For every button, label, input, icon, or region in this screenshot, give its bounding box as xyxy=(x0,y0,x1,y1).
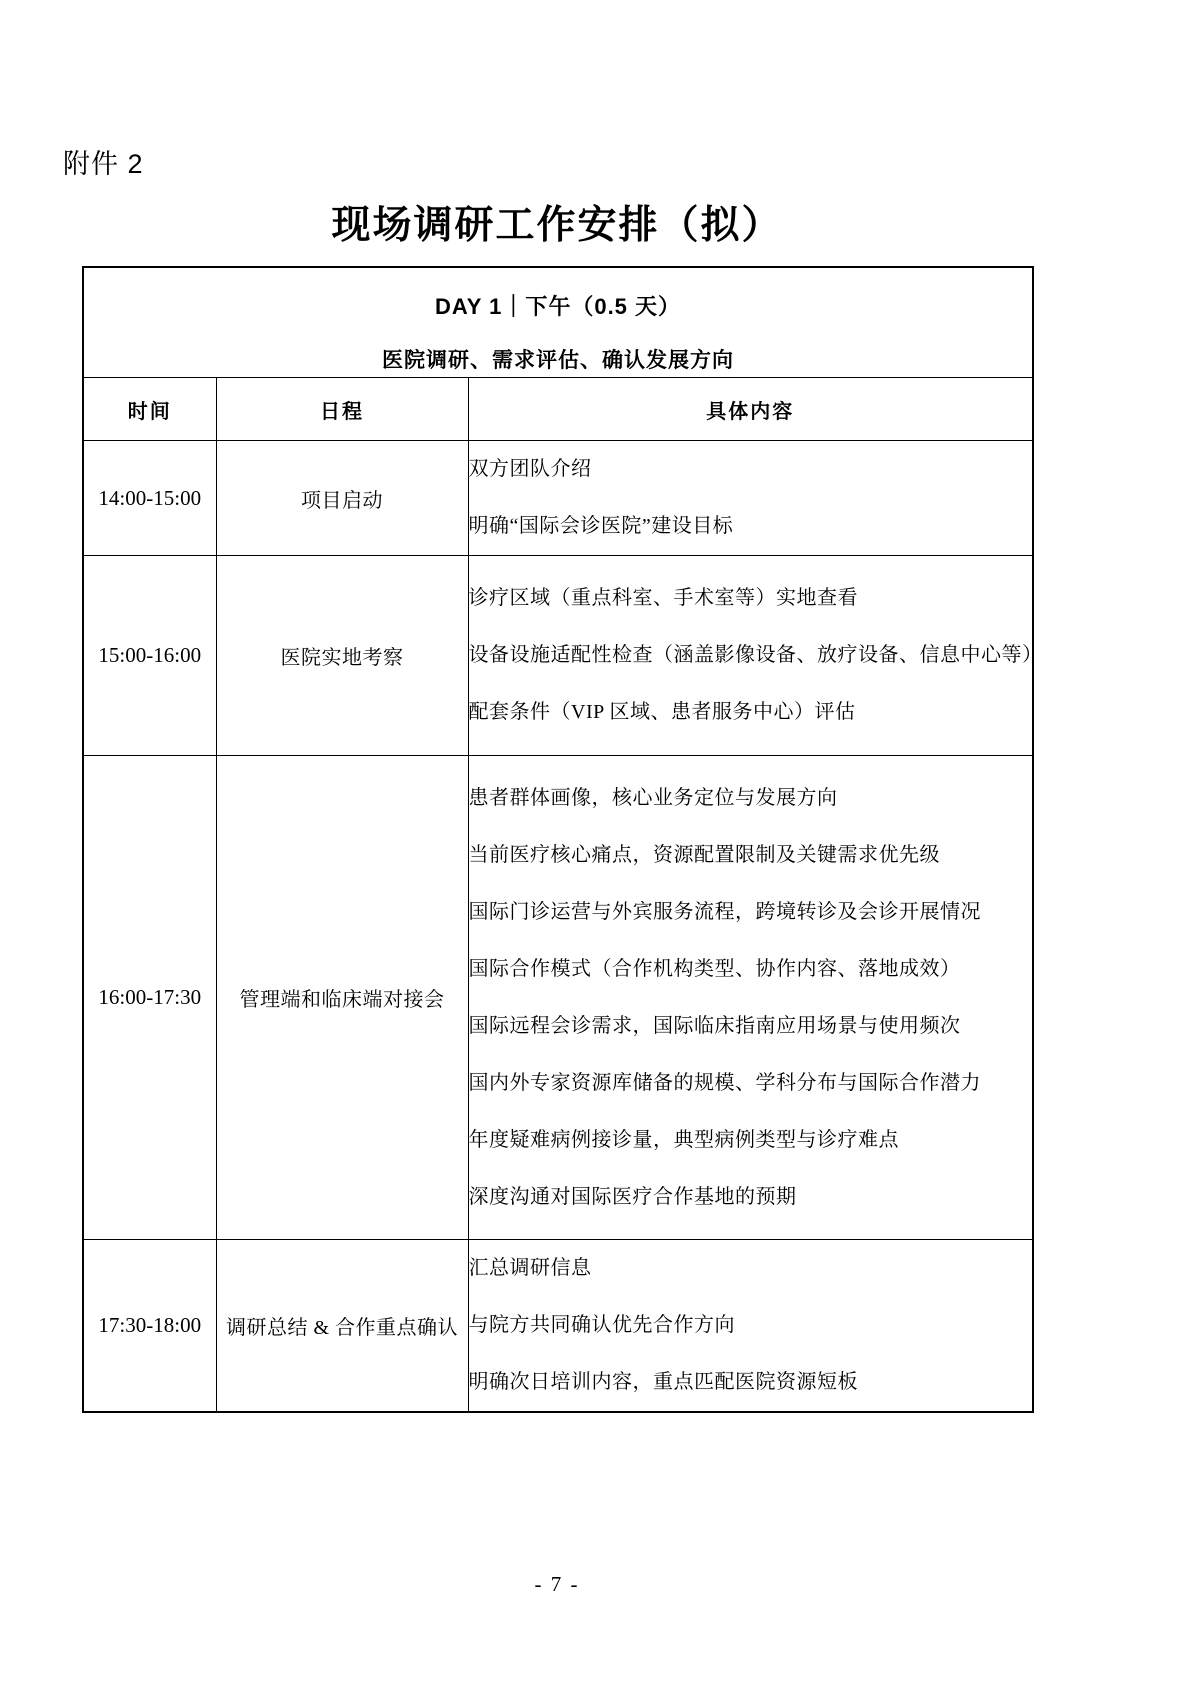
detail-line: 明确“国际会诊医院”建设目标 xyxy=(468,515,734,537)
page-title: 现场调研工作安排（拟） xyxy=(331,204,783,247)
time-cell: 15:00-16:00 xyxy=(83,556,216,756)
col-header-time: 时间 xyxy=(83,378,216,441)
detail-line: 国内外专家资源库储备的规模、学科分布与国际合作潜力 xyxy=(468,1071,981,1094)
column-header-row xyxy=(83,378,1033,441)
time-cell: 16:00-17:30 xyxy=(83,756,216,1240)
detail-line: 明确次日培训内容，重点匹配医院资源短板 xyxy=(468,1371,858,1393)
detail-line: 国际合作模式（合作机构类型、协作内容、落地成效） xyxy=(468,957,961,980)
details-cell xyxy=(468,1240,1033,1413)
details-cell xyxy=(468,756,1033,1240)
detail-line: 设备设施适配性检查（涵盖影像设备、放疗设备、信息中心等） xyxy=(468,644,1043,666)
table-row xyxy=(83,441,1033,556)
detail-line: 国际门诊运营与外宾服务流程，跨境转诊及会诊开展情况 xyxy=(468,900,981,923)
detail-line: 年度疑难病例接诊量，典型病例类型与诊疗难点 xyxy=(468,1128,899,1151)
agenda-cell: 管理端和临床端对接会 xyxy=(216,756,468,1240)
table-row xyxy=(83,756,1033,1240)
detail-line: 当前医疗核心痛点，资源配置限制及关键需求优先级 xyxy=(468,843,940,866)
day-header-subtitle: 医院调研、需求评估、确认发展方向 xyxy=(382,348,734,372)
detail-line: 双方团队介绍 xyxy=(468,458,592,480)
details-cell xyxy=(468,441,1033,556)
detail-line: 患者群体画像，核心业务定位与发展方向 xyxy=(468,786,838,809)
agenda-cell: 项目启动 xyxy=(216,441,468,556)
table-day-header-cell xyxy=(83,267,1033,378)
detail-line: 与院方共同确认优先合作方向 xyxy=(468,1314,735,1336)
day-header-title: DAY 1｜下午（0.5 天） xyxy=(434,293,682,319)
detail-line: 国际远程会诊需求，国际临床指南应用场景与使用频次 xyxy=(468,1014,961,1037)
table-row xyxy=(83,556,1033,756)
attachment-label: 附件 2 xyxy=(63,149,144,179)
schedule-table-body xyxy=(83,441,1043,1413)
time-cell: 14:00-15:00 xyxy=(83,441,216,556)
col-header-agenda: 日程 xyxy=(216,378,468,441)
page-number: - 7 - xyxy=(534,1572,580,1596)
day-header-row xyxy=(83,267,1033,378)
table-row xyxy=(83,1240,1033,1413)
details-cell xyxy=(468,556,1043,756)
detail-line: 汇总调研信息 xyxy=(468,1257,592,1279)
detail-line: 配套条件（VIP 区域、患者服务中心）评估 xyxy=(468,701,856,723)
agenda-cell: 调研总结 & 合作重点确认 xyxy=(216,1240,468,1413)
time-cell: 17:30-18:00 xyxy=(83,1240,216,1413)
col-header-details: 具体内容 xyxy=(468,378,1033,441)
schedule-table xyxy=(82,266,1043,1413)
detail-line: 诊疗区域（重点科室、手术室等）实地查看 xyxy=(468,587,858,609)
agenda-cell: 医院实地考察 xyxy=(216,556,468,756)
detail-line: 深度沟通对国际医疗合作基地的预期 xyxy=(468,1185,797,1208)
